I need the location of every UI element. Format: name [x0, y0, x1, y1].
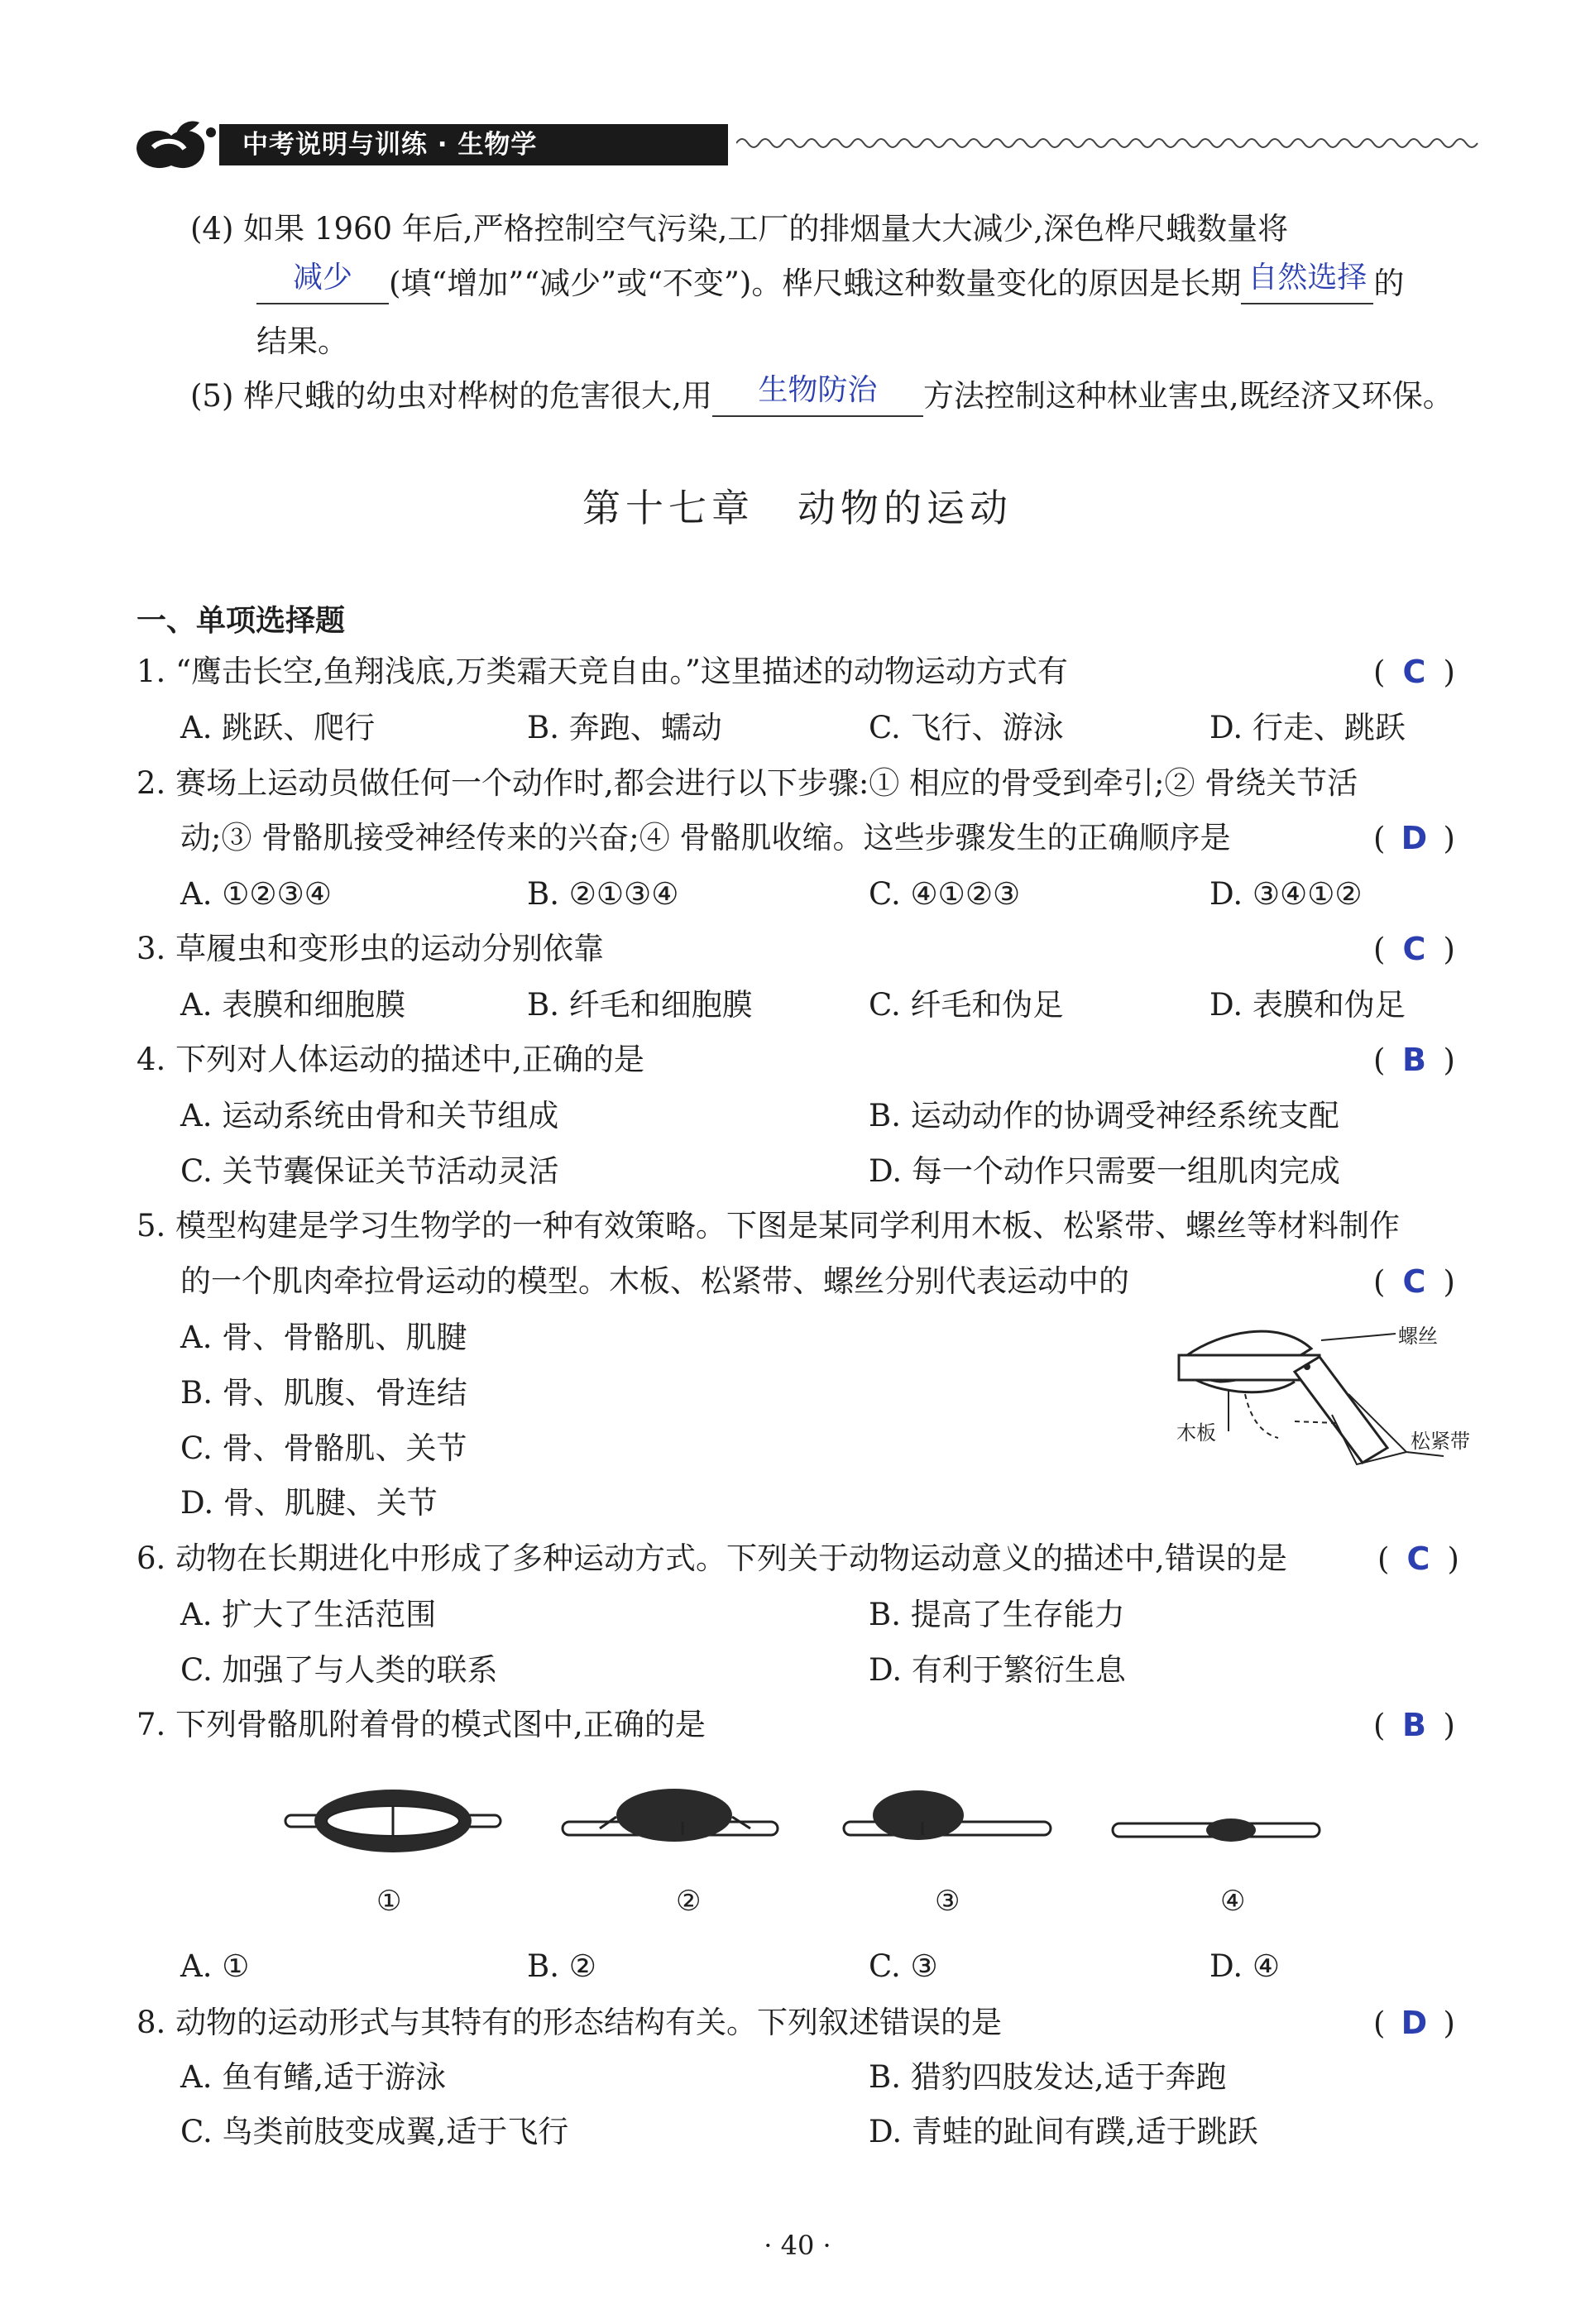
muscle-diagram-4: [1109, 1779, 1324, 1862]
q8-answer-letter: D: [1401, 2005, 1428, 2041]
screw-leader: [1321, 1334, 1396, 1340]
q1-option-b: B. 奔跑、蠕动: [527, 710, 722, 745]
q7-figure-label-1: ①: [376, 1885, 402, 1918]
q2-option-b: B. ②①③④: [527, 876, 679, 912]
q3-answer-letter: C: [1402, 931, 1426, 967]
q8-answer: ( D ): [1373, 2002, 1455, 2044]
apple-logo-icon: [128, 116, 219, 174]
q5-option-b: B. 骨、肌腹、骨连结: [180, 1375, 467, 1411]
screw-dot: [1304, 1363, 1310, 1370]
q4-answer: ( B ): [1373, 1039, 1455, 1081]
header-wave-decoration: [736, 131, 1481, 156]
q5-stem-line2: 的一个肌肉牵拉骨运动的模型。木板、松紧带、螺丝分别代表运动中的: [180, 1263, 1129, 1299]
figure-label-board: 木板: [1176, 1421, 1216, 1445]
q4-answer2-blank: [1241, 261, 1373, 304]
q5-option-c: C. 骨、骨骼肌、关节: [180, 1430, 467, 1466]
q7-option-d: D. ④: [1209, 1948, 1281, 1984]
q4-answer2: 自然选择: [1248, 261, 1367, 295]
q8-option-a: A. 鱼有鳍,适于游泳: [180, 2059, 447, 2095]
q4-line2-end: 的: [1373, 266, 1405, 301]
q7-figure-label-4: ④: [1220, 1885, 1246, 1918]
q2-option-c: C. ④①②③: [869, 876, 1021, 912]
q8-option-c: C. 鸟类前肢变成翼,适于飞行: [180, 2114, 569, 2149]
q1-answer-letter: C: [1402, 654, 1426, 690]
q7-stem: 7. 下列骨骼肌附着骨的模式图中,正确的是: [137, 1707, 706, 1742]
q5-answer-letter: C: [1402, 1263, 1426, 1300]
q5-post: 方法控制这种林业害虫,既经济又环保。: [922, 378, 1454, 414]
q4-answer1-blank: [256, 261, 389, 304]
q5-prev-line: [190, 373, 1454, 417]
q3-option-a: A. 表膜和细胞膜: [180, 987, 406, 1023]
q2-answer: ( D ): [1373, 817, 1455, 860]
q5-option-d: D. 骨、肌腱、关节: [180, 1485, 438, 1521]
q5-answer: 生物防治: [758, 373, 878, 407]
q2-stem-line1: 2. 赛场上运动员做任何一个动作时,都会进行以下步骤:① 相应的骨受到牵引;② 骨绕关节活: [137, 765, 1358, 801]
q1-option-c: C. 飞行、游泳: [869, 710, 1064, 745]
q6-stem: 6. 动物在长期进化中形成了多种运动方式。下列关于动物运动意义的描述中,错误的是: [137, 1541, 1287, 1576]
q6-answer-letter: C: [1406, 1541, 1430, 1577]
q1-answer: ( C ): [1373, 651, 1455, 693]
q7-figure-label-3: ③: [935, 1885, 960, 1918]
q4-stem: 4. 下列对人体运动的描述中,正确的是: [137, 1042, 644, 1077]
q3-option-c: C. 纤毛和伪足: [869, 987, 1064, 1023]
q6-option-b: B. 提高了生存能力: [869, 1597, 1125, 1632]
q6-option-c: C. 加强了与人类的联系: [180, 1652, 498, 1688]
page-header: [128, 116, 1481, 174]
q4-line1: (4) 如果 1960 年后,严格控制空气污染,工厂的排烟量大大减少,深色桦尺蛾数量将: [190, 211, 1289, 247]
q4-option-a: A. 运动系统由骨和关节组成: [180, 1098, 559, 1133]
q1-stem: 1. “鹰击长空,鱼翔浅底,万类霜天竞自由。”这里描述的动物运动方式有: [137, 654, 1068, 689]
header-title: 中考说明与训练 · 生物学: [219, 124, 728, 165]
q1-option-d: D. 行走、跳跃: [1209, 710, 1406, 745]
q6-option-d: D. 有利于繁衍生息: [869, 1652, 1126, 1688]
q7-option-b: B. ②: [527, 1948, 596, 1984]
q7-option-a: A. ①: [180, 1948, 250, 1984]
q1-option-a: A. 跳跃、爬行: [180, 710, 376, 745]
q3-option-d: D. 表膜和伪足: [1209, 987, 1406, 1023]
muscle-diagram-2: [558, 1779, 782, 1862]
q3-option-b: B. 纤毛和细胞膜: [527, 987, 753, 1023]
q4-option-b: B. 运动动作的协调受神经系统支配: [869, 1098, 1339, 1133]
q8-option-b: B. 猎豹四肢发达,适于奔跑: [869, 2059, 1227, 2095]
q2-stem-line2: 动;③ 骨骼肌接受神经传来的兴奋;④ 骨骼肌收缩。这些步骤发生的正确顺序是: [180, 820, 1231, 855]
page-number: · 40 ·: [764, 2230, 831, 2261]
q4-line2: [256, 263, 1404, 304]
q6-answer: ( C ): [1377, 1538, 1459, 1580]
q5-option-a: A. 骨、骨骼肌、肌腱: [180, 1320, 467, 1355]
muscle-diagram-3: [840, 1779, 1055, 1862]
q5-stem-line1: 5. 模型构建是学习生物学的一种有效策略。下图是某同学利用木板、松紧带、螺丝等材料制作: [137, 1208, 1401, 1243]
motion-arrow-right: [1295, 1421, 1336, 1423]
q5-answer: ( C ): [1373, 1261, 1455, 1303]
q6-option-a: A. 扩大了生活范围: [180, 1597, 437, 1632]
q5-answer-blank: [712, 373, 923, 417]
q4-answer1: 减少: [292, 261, 352, 295]
q8-option-d: D. 青蛙的趾间有蹼,适于跳跃: [869, 2114, 1258, 2149]
q4-line3: 结果。: [256, 323, 348, 359]
q5-pre: (5) 桦尺蛾的幼虫对桦树的危害很大,用: [190, 378, 712, 414]
q4-option-d: D. 每一个动作只需要一组肌肉完成: [869, 1153, 1340, 1189]
q2-answer-letter: D: [1401, 820, 1428, 856]
q4-option-c: C. 关节囊保证关节活动灵活: [180, 1153, 559, 1189]
q7-option-c: C. ③: [869, 1948, 938, 1984]
q2-option-d: D. ③④①②: [1209, 876, 1363, 912]
muscle-diagram-1: [281, 1779, 505, 1862]
q2-option-a: A. ①②③④: [180, 876, 332, 912]
q8-stem: 8. 动物的运动形式与其特有的形态结构有关。下列叙述错误的是: [137, 2005, 1003, 2040]
figure-label-elastic: 松紧带: [1411, 1430, 1470, 1453]
q4-line2-mid: (填“增加”“减少”或“不变”)。桦尺蛾这种数量变化的原因是长期: [389, 266, 1242, 301]
section-title: 一、单项选择题: [137, 604, 346, 638]
motion-arrow-left: [1245, 1394, 1278, 1438]
q3-stem: 3. 草履虫和变形虫的运动分别依靠: [137, 931, 605, 966]
q7-answer-letter: B: [1401, 1707, 1426, 1743]
chapter-title: 第十七章 动物的运动: [582, 486, 1013, 530]
q3-answer: ( C ): [1373, 928, 1455, 970]
q7-figure-label-2: ②: [676, 1885, 702, 1918]
q4-answer-letter: B: [1401, 1042, 1426, 1078]
q7-answer: ( B ): [1373, 1704, 1455, 1747]
wood-board-lower: [1295, 1357, 1387, 1463]
figure-label-screw: 螺丝: [1398, 1325, 1438, 1348]
